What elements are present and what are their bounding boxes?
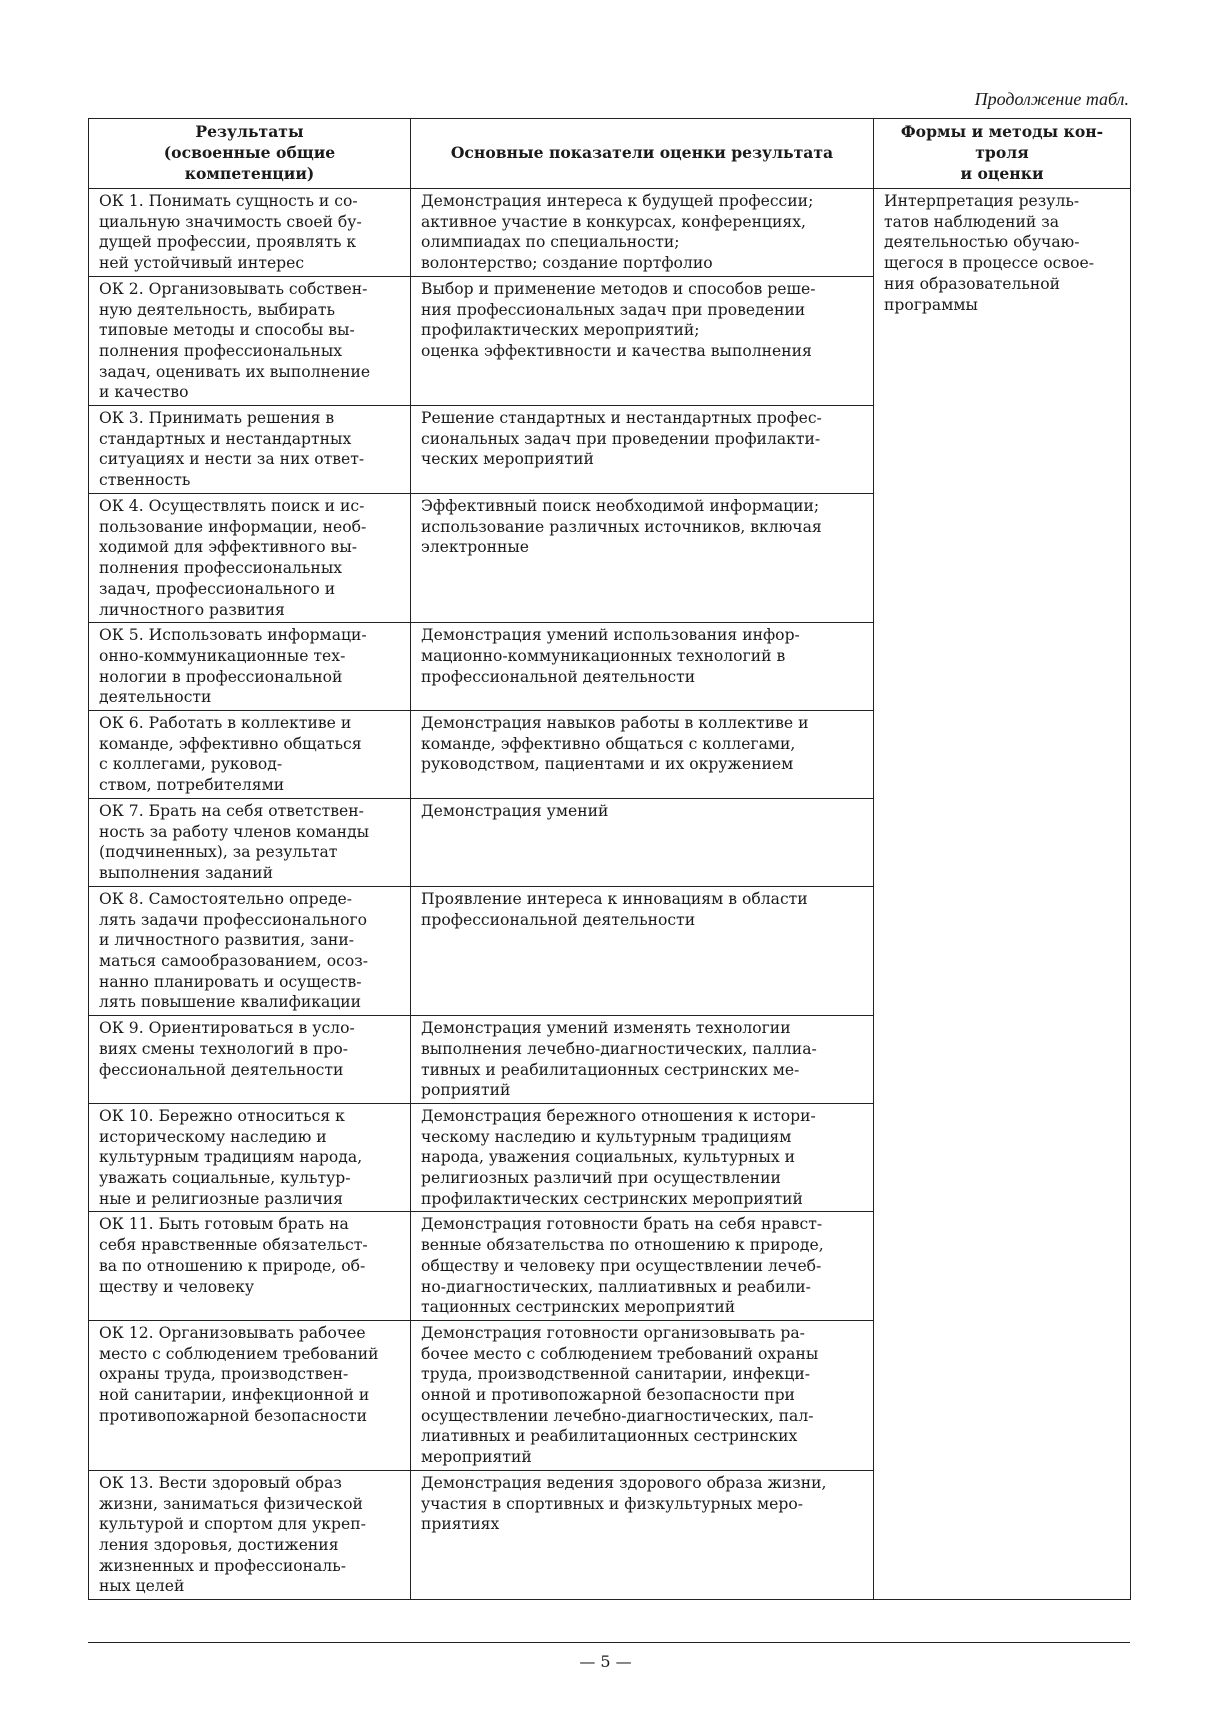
result-cell: ОК 6. Работать в коллективе и команде, эффективно общаться с коллегами, руковод- ством, потребителями bbox=[89, 711, 411, 799]
indicator-cell: Демонстрация готовности организовывать ра- бочее место с соблюдением требований охраны труда, производственной санитарии, инфекци- онной и противопожарной безопасности при осуществлении лечебно-диагностических, пал- лиативных и реабилитационных сестринских мероприятий bbox=[411, 1320, 874, 1470]
result-cell: ОК 4. Осуществлять поиск и ис- пользование информации, необ- ходимой для эффективного вы- полнения профессиональных задач, профессионального и личностного развития bbox=[89, 494, 411, 623]
continuation-label: Продолжение табл. bbox=[974, 89, 1129, 109]
indicator-cell: Демонстрация ведения здорового образа жизни, участия в спортивных и физкультурных меро- приятиях bbox=[411, 1470, 874, 1599]
result-cell: ОК 9. Ориентироваться в усло- виях смены технологий в про- фессиональной деятельности bbox=[89, 1016, 411, 1104]
indicator-cell: Демонстрация умений bbox=[411, 798, 874, 886]
result-cell: ОК 5. Использовать информаци- онно-коммуникационные тех- нологии в профессиональной деятельности bbox=[89, 623, 411, 711]
forms-cell: Интерпретация резуль- татов наблюдений за деятельностью обучаю- щегося в процессе освое- ния образовательной программы bbox=[874, 189, 1131, 1600]
header-forms: Формы и методы кон- троля и оценки bbox=[874, 119, 1131, 189]
result-cell: ОК 7. Брать на себя ответствен- ность за работу членов команды (подчиненных), за результат выполнения заданий bbox=[89, 798, 411, 886]
result-cell: ОК 1. Понимать сущность и со- циальную значимость своей бу- дущей профессии, проявлять к ней устойчивый интерес bbox=[89, 189, 411, 277]
result-cell: ОК 3. Принимать решения в стандартных и нестандартных ситуациях и нести за них ответ- ственность bbox=[89, 406, 411, 494]
indicator-cell: Решение стандартных и нестандартных профес- сиональных задач при проведении профилакти- ческих мероприятий bbox=[411, 406, 874, 494]
table-row bbox=[89, 189, 1131, 277]
table-header-row bbox=[89, 119, 1131, 189]
indicator-cell: Демонстрация бережного отношения к истори- ческому наследию и культурным традициям народа, уважения социальных, культурных и религиозных различий при осуществлении профилактических сестринских мероприятий bbox=[411, 1103, 874, 1212]
result-cell: ОК 2. Организовывать собствен- ную деятельность, выбирать типовые методы и способы вы- полнения профессиональных задач, оценивать их выполнение и качество bbox=[89, 276, 411, 405]
indicator-cell: Демонстрация готовности брать на себя нравст- венные обязательства по отношению к природе, обществу и человеку при осуществлении лечеб- но-диагностических, паллиативных и реабили- тационных сестринских мероприятий bbox=[411, 1212, 874, 1321]
footer-divider bbox=[88, 1642, 1130, 1643]
header-results: Результаты (освоенные общие компетенции) bbox=[89, 119, 411, 189]
indicator-cell: Демонстрация умений использования инфор- мационно-коммуникационных технологий в профессиональной деятельности bbox=[411, 623, 874, 711]
page-number: — 5 — bbox=[579, 1652, 632, 1671]
result-cell: ОК 10. Бережно относиться к историческому наследию и культурным традициям народа, уважать социальные, культур- ные и религиозные различия bbox=[89, 1103, 411, 1212]
indicator-cell: Эффективный поиск необходимой информации; использование различных источников, включая электронные bbox=[411, 494, 874, 623]
result-cell: ОК 11. Быть готовым брать на себя нравственные обязательст- ва по отношению к природе, об- ществу и человеку bbox=[89, 1212, 411, 1321]
result-cell: ОК 8. Самостоятельно опреде- лять задачи профессионального и личностного развития, зани- маться самообразованием, осоз- нанно планировать и осуществ- лять повышение квалификации bbox=[89, 886, 411, 1015]
result-cell: ОК 13. Вести здоровый образ жизни, заниматься физической культурой и спортом для укреп- ления здоровья, достижения жизненных и профессиональ- ных целей bbox=[89, 1470, 411, 1599]
result-cell: ОК 12. Организовывать рабочее место с соблюдением требований охраны труда, производствен- ной санитарии, инфекционной и противопожарной безопасности bbox=[89, 1320, 411, 1470]
indicator-cell: Проявление интереса к инновациям в области профессиональной деятельности bbox=[411, 886, 874, 1015]
indicator-cell: Демонстрация навыков работы в коллективе и команде, эффективно общаться с коллегами, руководством, пациентами и их окружением bbox=[411, 711, 874, 799]
assessment-table bbox=[88, 118, 1131, 1600]
header-indicators: Основные показатели оценки результата bbox=[411, 119, 874, 189]
indicator-cell: Демонстрация интереса к будущей профессии; активное участие в конкурсах, конференциях, олимпиадах по специальности; волонтерство; создание портфолио bbox=[411, 189, 874, 277]
indicator-cell: Выбор и применение методов и способов реше- ния профессиональных задач при проведении профилактических мероприятий; оценка эффективности и качества выполнения bbox=[411, 276, 874, 405]
indicator-cell: Демонстрация умений изменять технологии выполнения лечебно-диагностических, паллиа- тивных и реабилитационных сестринских ме- роприятий bbox=[411, 1016, 874, 1104]
